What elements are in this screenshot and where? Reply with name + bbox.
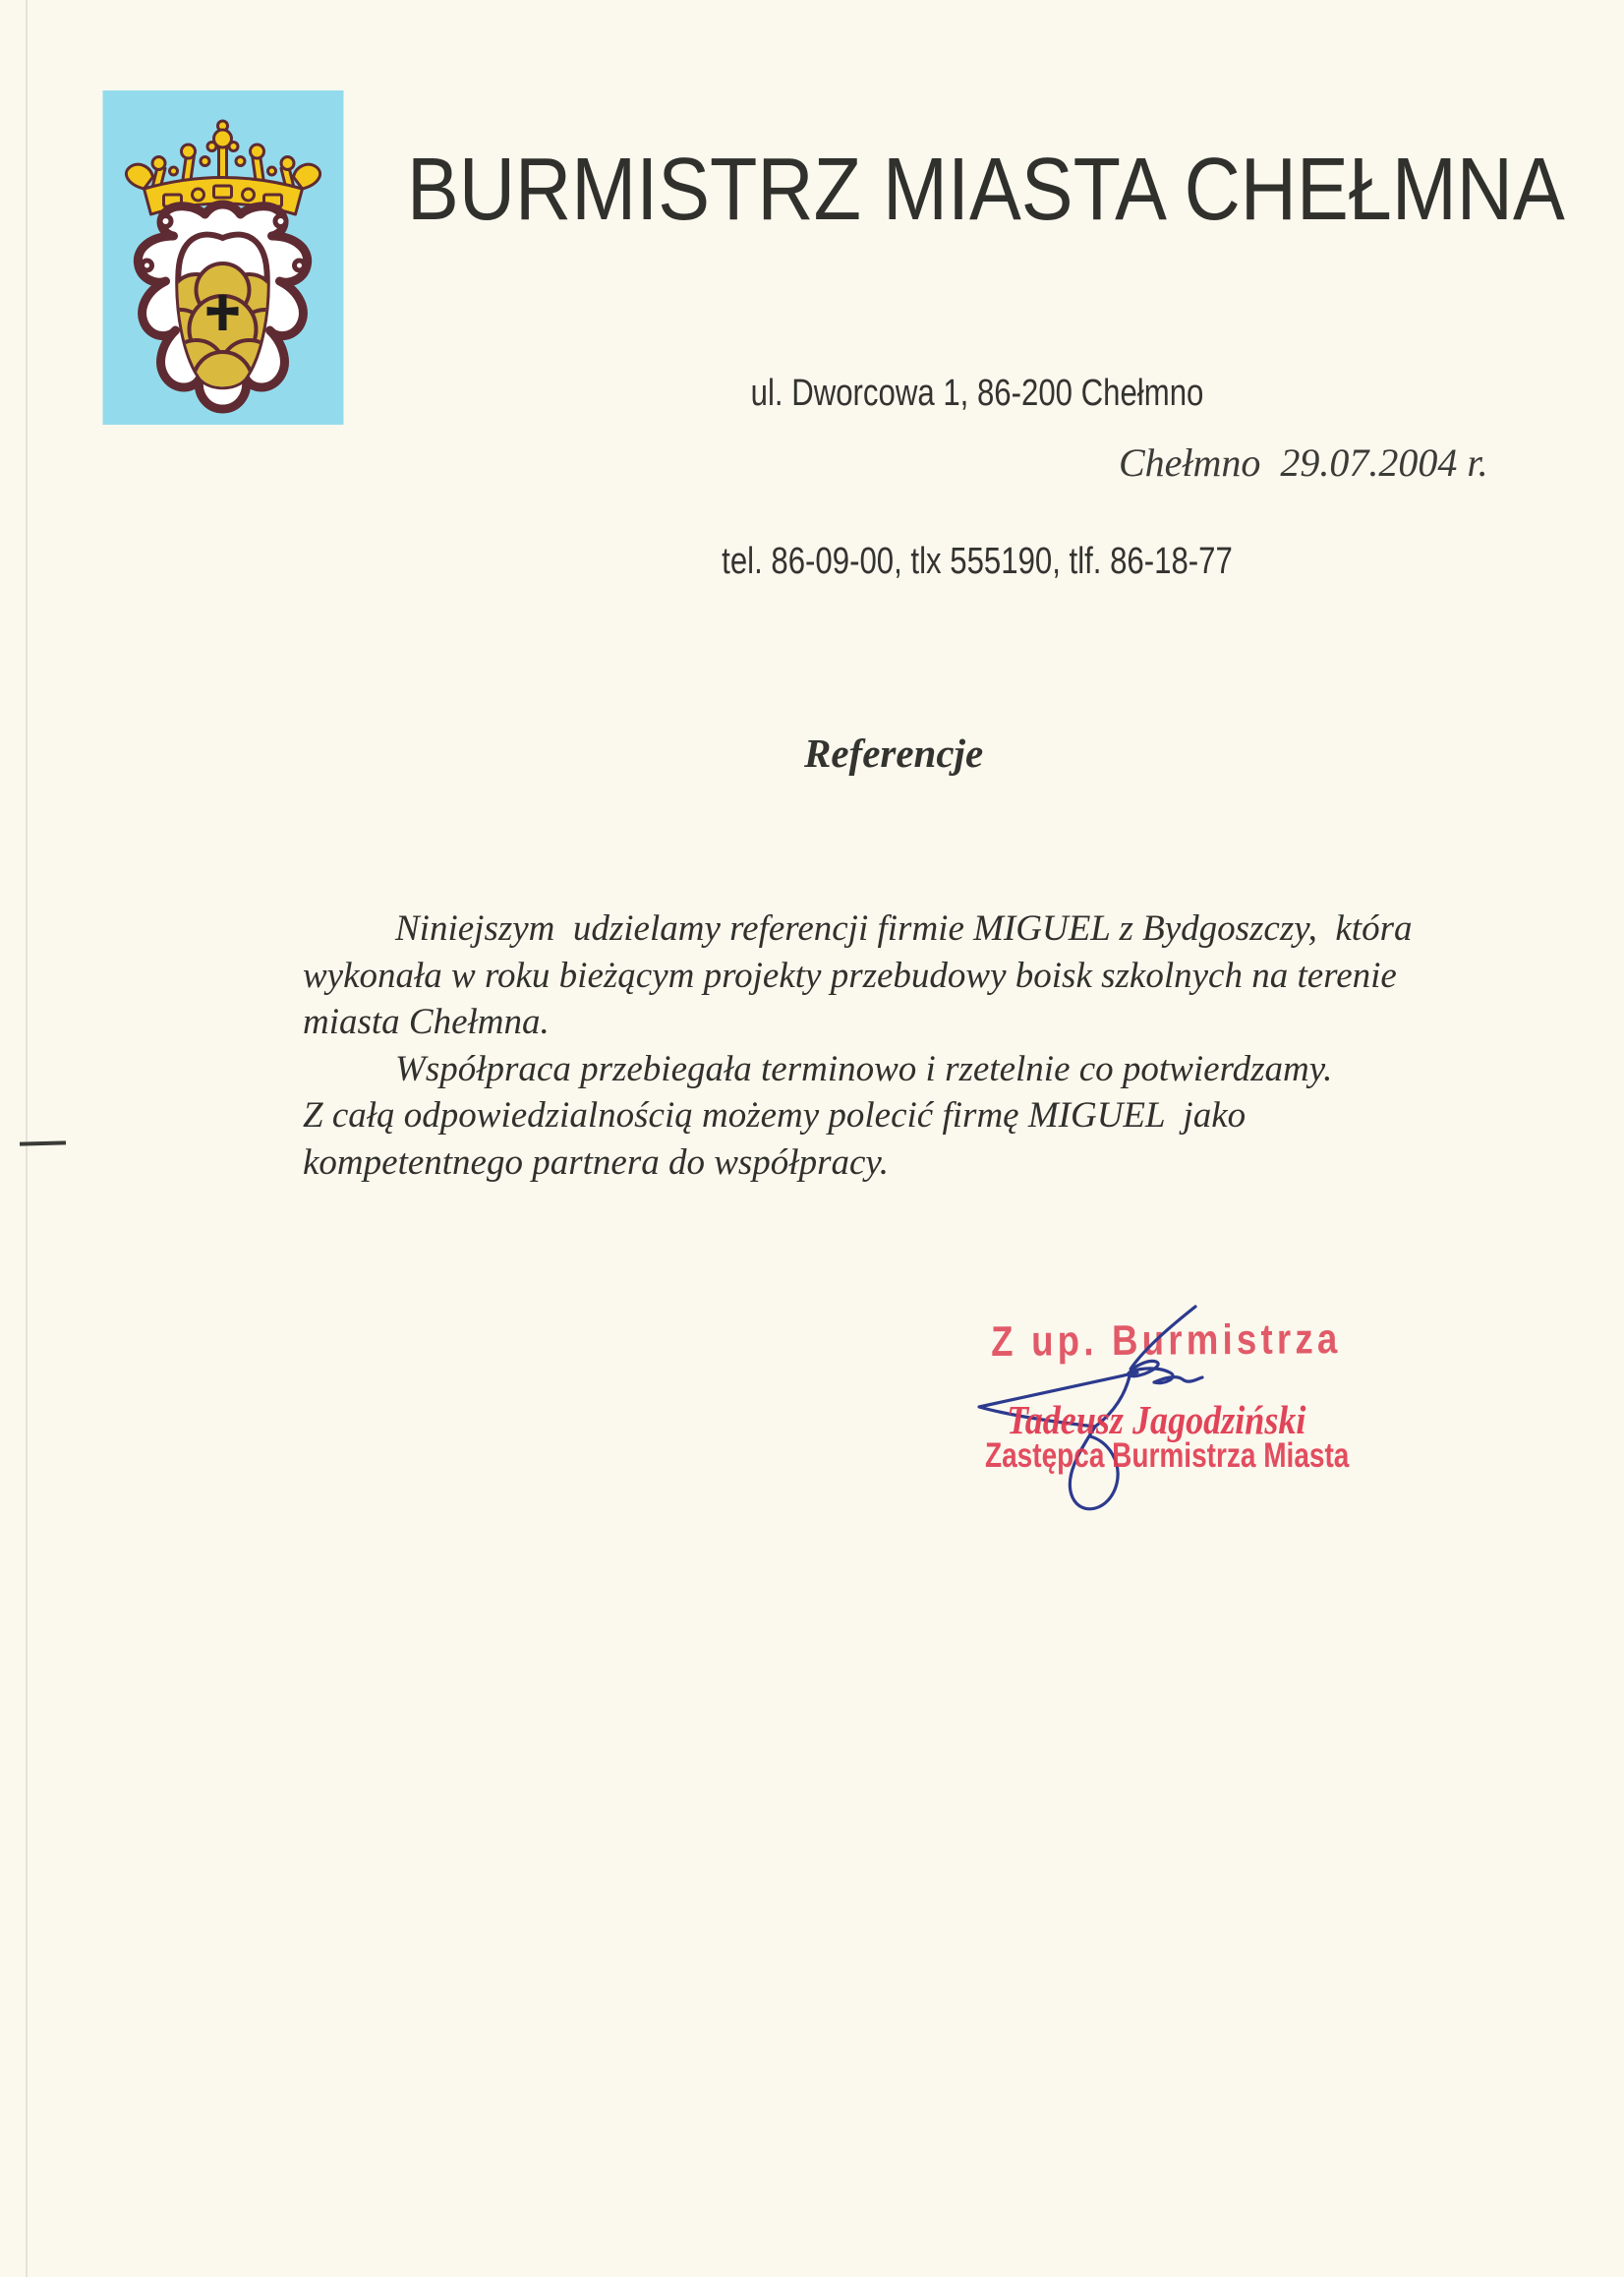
scan-edge-line [26,0,28,2277]
chelmno-coat-of-arms-icon [102,90,344,425]
signer-title-stamp: Zastępca Burmistrza Miasta [985,1436,1350,1475]
address-line: ul. Dworcowa 1, 86-200 Chełmno [750,373,1204,414]
body-line: miasta Chełmna. [303,1002,550,1042]
signer-name-stamp: Tadeusz Jagodziński [1007,1397,1306,1442]
body-line: Z całą odpowiedzialnością możemy polecić firmę MIGUEL jako [303,1095,1247,1136]
body-line: Współpraca przebiegała terminowo i rzetelnie co potwierdzamy. [395,1048,1333,1089]
body-line: wykonała w roku bieżącym projekty przebudowy boisk szkolnych na terenie [303,955,1397,996]
phone-line: tel. 86-09-00, tlx 555190, tlf. 86-18-77 [722,541,1233,582]
document-title: Referencje [804,730,984,776]
fold-mark [20,1140,66,1145]
body-line: kompetentnego partnera do współpracy. [303,1141,890,1183]
dateline: Chełmno 29.07.2004 r. [1119,440,1488,485]
authorization-stamp: Z up. Burmistrza [991,1315,1342,1366]
body-line: Niniejszym udzielamy referencji firmie MIGUEL z Bydgoszczy, która [395,908,1413,949]
letterhead-title: BURMISTRZ MIASTA CHEŁMNA [407,141,1565,239]
letter-body [303,905,1412,1186]
